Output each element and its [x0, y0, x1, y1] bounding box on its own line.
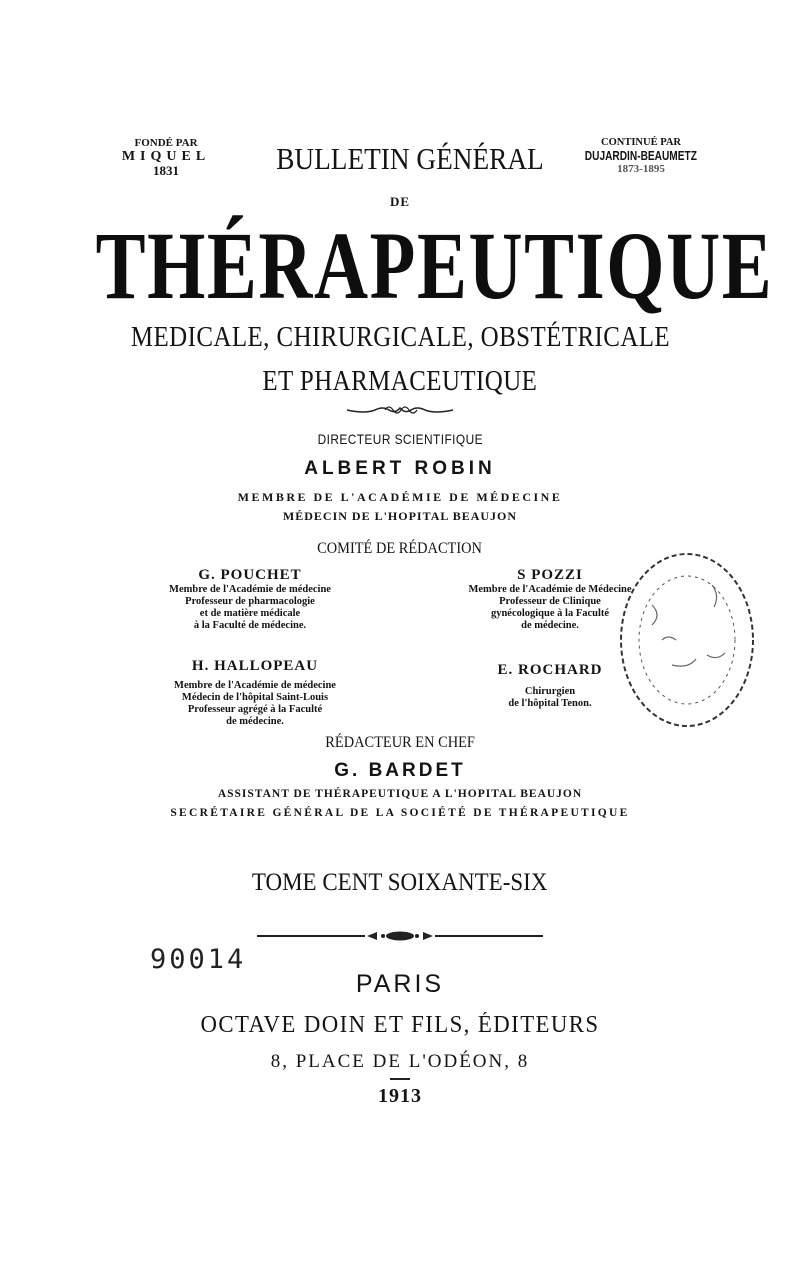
editor-line-2: SECRÉTAIRE GÉNÉRAL DE LA SOCIÉTÉ DE THÉRAPEUTIQUE: [170, 807, 630, 819]
continued-label: CONTINUÉ PAR: [600, 137, 682, 148]
member-desc-line: Membre de l'Académie de médecine: [174, 680, 336, 691]
member-desc-line: de l'hôpital Tenon.: [508, 698, 592, 709]
committee-member-hallopeau: [140, 658, 370, 728]
imprint-city: PARIS: [355, 970, 445, 998]
member-desc-line: Membre de l'Académie de Médecine: [468, 584, 632, 595]
director-line-1: MEMBRE DE L'ACADÉMIE DE MÉDECINE: [237, 490, 563, 504]
founder-block: [108, 138, 224, 178]
bulletin-title: BULLETIN GÉNÉRAL: [276, 141, 544, 176]
ornament-divider-top: [345, 402, 455, 418]
director-label: DIRECTEUR SCIENTIFIQUE: [317, 431, 483, 447]
de-label: DE: [389, 194, 411, 209]
main-title: THÉRAPEUTIQUE: [95, 212, 774, 319]
founder-name: MIQUEL: [121, 149, 211, 164]
subtitle-2: ET PHARMACEUTIQUE: [262, 365, 538, 397]
shelfmark-number: 90014: [150, 944, 247, 975]
editor-name: G. BARDET: [334, 760, 466, 781]
imprint-publisher: OCTAVE DOIN ET FILS, ÉDITEURS: [200, 1012, 600, 1038]
member-desc-line: Professeur de Clinique: [499, 596, 601, 607]
member-name: S POZZI: [517, 567, 583, 583]
member-desc-line: à la Faculté de médecine.: [193, 620, 307, 631]
member-desc-line: Membre de l'Académie de médecine: [169, 584, 331, 595]
subtitle-1: MEDICALE, CHIRURGICALE, OBSTÉTRICALE: [130, 321, 670, 353]
member-desc-line: de médecine.: [521, 620, 579, 631]
volume-title: TOME CENT SOIXANTE-SIX: [252, 869, 548, 896]
library-stamp-seal: [612, 545, 762, 735]
member-name: E. ROCHARD: [497, 662, 603, 678]
member-desc-line: Professeur de pharmacologie: [185, 596, 315, 607]
director-line-2: MÉDECIN DE L'HOPITAL BEAUJON: [282, 509, 518, 523]
committee-label: COMITÉ DE RÉDACTION: [317, 540, 483, 557]
member-desc-line: et de matière médicale: [199, 608, 301, 619]
imprint-year: 1913: [378, 1085, 422, 1107]
member-desc-line: Professeur agrégé à la Faculté: [187, 704, 323, 715]
member-desc-line: de médecine.: [226, 716, 284, 727]
imprint-address: 8, PLACE DE L'ODÉON, 8: [270, 1051, 530, 1072]
ornament-divider-bottom: [365, 930, 435, 942]
editor-line-1: ASSISTANT DE THÉRAPEUTIQUE A L'HOPITAL BEAUJON: [217, 788, 583, 800]
director-name: ALBERT ROBIN: [304, 458, 496, 479]
committee-member-pouchet: [140, 567, 360, 632]
member-desc-line: Chirurgien: [524, 686, 576, 697]
continuer-block: [556, 137, 726, 175]
founder-year: 1831: [153, 163, 179, 178]
continuer-years: 1873-1895: [617, 163, 665, 175]
member-desc-line: Médecin de l'hôpital Saint-Louis: [181, 692, 329, 703]
year-rule: [390, 1078, 410, 1080]
member-name: G. POUCHET: [198, 567, 302, 583]
editor-label: RÉDACTEUR EN CHEF: [325, 734, 475, 751]
continuer-name: DUJARDIN-BEAUMETZ: [584, 148, 698, 163]
member-desc-line: gynécologique à la Faculté: [490, 608, 610, 619]
member-name: H. HALLOPEAU: [191, 658, 319, 674]
founded-label: FONDÉ PAR: [134, 137, 198, 149]
